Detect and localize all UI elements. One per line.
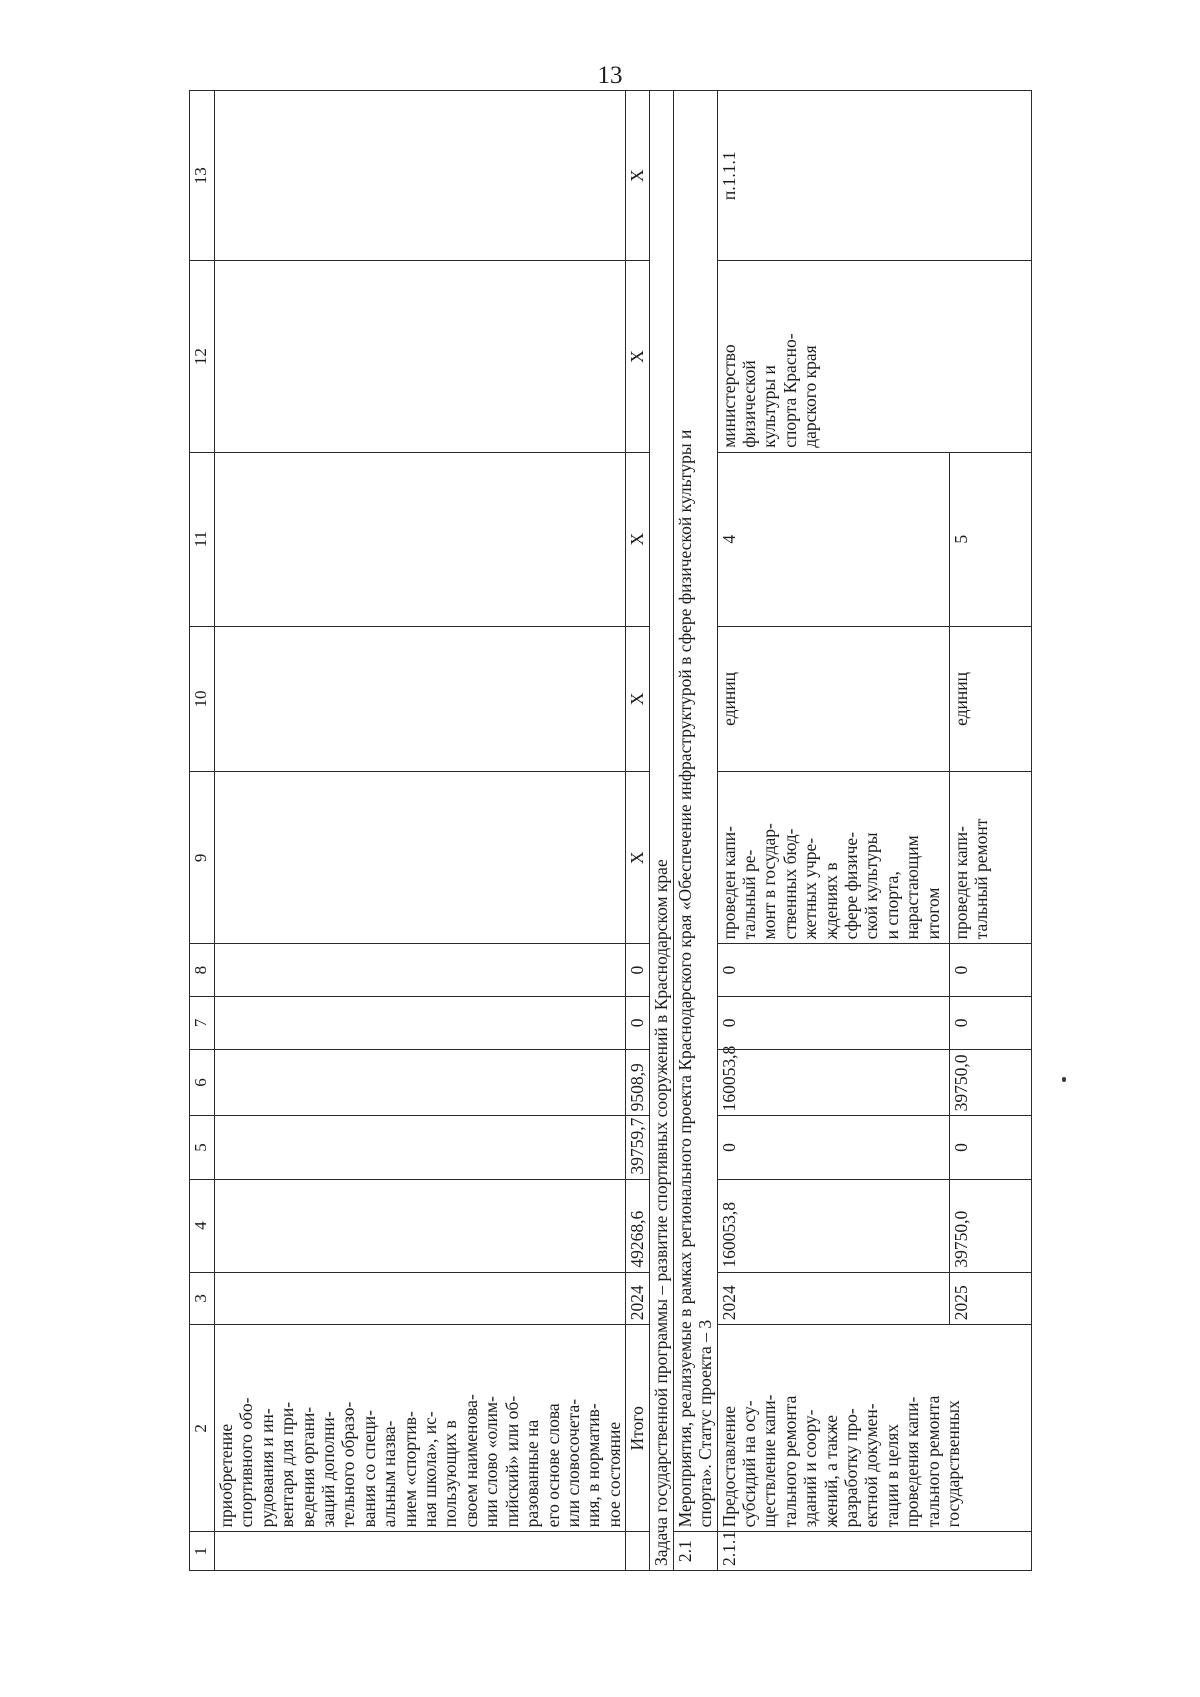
item-executor-line: министерство [718,344,739,448]
item-name-line: Предоставление [718,1405,739,1528]
item-other: 0 [717,944,949,997]
name-line: ное состояние [603,1421,624,1528]
item-ref: п.1.1.1 [717,91,1031,261]
item-name-line: ектной докумен- [861,1403,882,1528]
column-number: 13 [190,91,215,261]
name-cell [215,1325,626,1532]
column-number: 1 [190,1532,215,1571]
item-year: 2024 [717,1272,949,1325]
item-regional: 39750,0 [949,1049,1031,1116]
item-executor-line: дарского края [800,345,821,448]
item-name [717,1325,1031,1532]
empty-cell [215,944,626,997]
empty-cell [215,1116,626,1179]
item-name-line: тации в целях [881,1423,902,1528]
item-result-line: жетных учре- [800,837,821,940]
program-measures-table [189,90,1032,1571]
item-result-line: ственных бюд- [779,828,800,940]
item-year: 2025 [949,1272,1031,1325]
column-number: 8 [190,944,215,997]
measure-number: 2.1 [673,1532,717,1571]
total-sum: 49268,6 [626,1179,650,1272]
item-local: 0 [717,996,949,1049]
continued-row [215,91,626,1571]
empty-cell [215,1272,626,1325]
item-result-line: сфере физиче- [840,831,861,940]
item-result-line: проведен капи- [950,826,971,940]
item-name-line: разработку про- [840,1408,861,1528]
total-local: 0 [626,996,650,1049]
column-number: 7 [190,996,215,1049]
item-executor-line: спорта Красно- [779,333,800,448]
item-local: 0 [949,996,1031,1049]
total-other: 0 [626,944,650,997]
name-line: вентаря для при- [277,1401,298,1528]
item-name-line: зданий и соору- [800,1409,821,1528]
name-line: ния, в норматив- [583,1403,604,1528]
name-line: его основе слова [542,1403,563,1528]
item-name-line: ществление капи- [759,1394,780,1528]
item-executor [717,261,1031,452]
item-name-line: тального ремонта [779,1395,800,1528]
total-federal: 39759,7 [626,1116,650,1179]
total-regional: 9508,9 [626,1049,650,1116]
empty-cell [215,996,626,1049]
task-text: Задача государственной программы – развитие спортивных сооружений в Краснодарском крае [650,91,673,1571]
name-line: пийский» или об- [501,1395,522,1528]
column-number: 6 [190,1049,215,1116]
name-line: спортивного обо- [236,1397,257,1528]
item-result-line: тальный ре- [738,849,759,940]
total-label: Итого [626,1325,650,1532]
item-result [717,772,949,944]
name-line: приобретение [216,1423,236,1528]
column-number: 12 [190,261,215,452]
item-result-line: ской культуры [861,832,882,940]
item-result-line: итогом [922,887,943,940]
measure-text [673,91,717,1532]
empty-cell [215,1049,626,1116]
total-c13: X [626,91,650,261]
name-line: нии слово «олим- [481,1396,502,1528]
total-c11: X [626,452,650,626]
column-number: 9 [190,772,215,944]
item-result-line: тальный ремонт [970,818,991,940]
item-federal: 0 [949,1116,1031,1179]
total-c10: X [626,626,650,772]
item-name-line: государственных [943,1400,963,1528]
item-value: 5 [949,452,1031,626]
item-value: 4 [717,452,949,626]
empty-cell [215,626,626,772]
item-total: 160053,8 [717,1179,949,1272]
item-result-line: монт в государ- [759,823,780,940]
empty-cell [215,1179,626,1272]
name-line: пользующих в [440,1420,461,1528]
item-name-line: тального ремонта [922,1395,943,1528]
total-row [626,91,650,1571]
column-number: 3 [190,1272,215,1325]
name-line: или словосочета- [562,1398,583,1528]
measure-text-line: спорта». Статус проекта – 3 [694,1319,715,1528]
item-federal: 0 [717,1116,949,1179]
item-result-line: и спорта, [881,871,902,940]
item-result-line: проведен капи- [718,826,739,940]
column-number: 11 [190,452,215,626]
column-number-row [190,91,215,1571]
empty-cell [215,91,626,261]
row-number-cell [215,1532,626,1571]
name-line: заций дополни- [318,1411,339,1528]
item-executor-line: физической [738,360,759,448]
item-result [949,772,1031,944]
item-unit: единиц [949,626,1031,772]
item-result-line: ждениях в [820,862,841,940]
empty-cell [215,261,626,452]
name-line: разованные на [522,1419,543,1528]
name-line: ная школа», ис- [420,1411,441,1528]
total-c9: X [626,772,650,944]
scan-speck [1062,1077,1066,1082]
item-total: 39750,0 [949,1179,1031,1272]
item-name-line: субсидий на осу- [738,1400,759,1528]
item-year-row [717,91,949,1571]
name-line: нием «спортив- [399,1411,420,1528]
item-result-line: нарастающим [902,835,923,940]
column-number: 10 [190,626,215,772]
name-line: альным назва- [379,1420,400,1528]
measure-row [673,91,717,1571]
name-line: своем наименова- [460,1394,481,1528]
task-row [650,91,673,1571]
empty-cell [215,772,626,944]
column-number: 4 [190,1179,215,1272]
item-name-line: жений, а также [820,1415,841,1528]
item-executor-line: культуры и [759,365,780,448]
name-line: ведения органи- [297,1406,318,1528]
page-number-text: 13 [597,62,623,89]
total-c12: X [626,261,650,452]
item-regional: 160053,8 [717,1049,949,1116]
item-other: 0 [949,944,1031,997]
item-number: 2.1.1 [717,1532,1031,1571]
name-line: тельного образо- [338,1401,359,1528]
total-year: 2024 [626,1272,650,1325]
name-line: вания со специ- [358,1410,379,1528]
item-unit: единиц [717,626,949,772]
rotated-table-frame [189,90,1032,1571]
column-number: 2 [190,1325,215,1532]
empty-cell [215,452,626,626]
column-number: 5 [190,1116,215,1179]
measure-text-line: Мероприятия, реализуемые в рамках регионального проекта Краснодарского края «Обеспечение инфраструктурой в сфере физической культуры и [674,429,695,1528]
name-line: рудования и ин- [256,1408,277,1528]
item-name-line: проведения капи- [902,1396,923,1528]
page-number [560,62,660,90]
row-number-cell [626,1532,650,1571]
